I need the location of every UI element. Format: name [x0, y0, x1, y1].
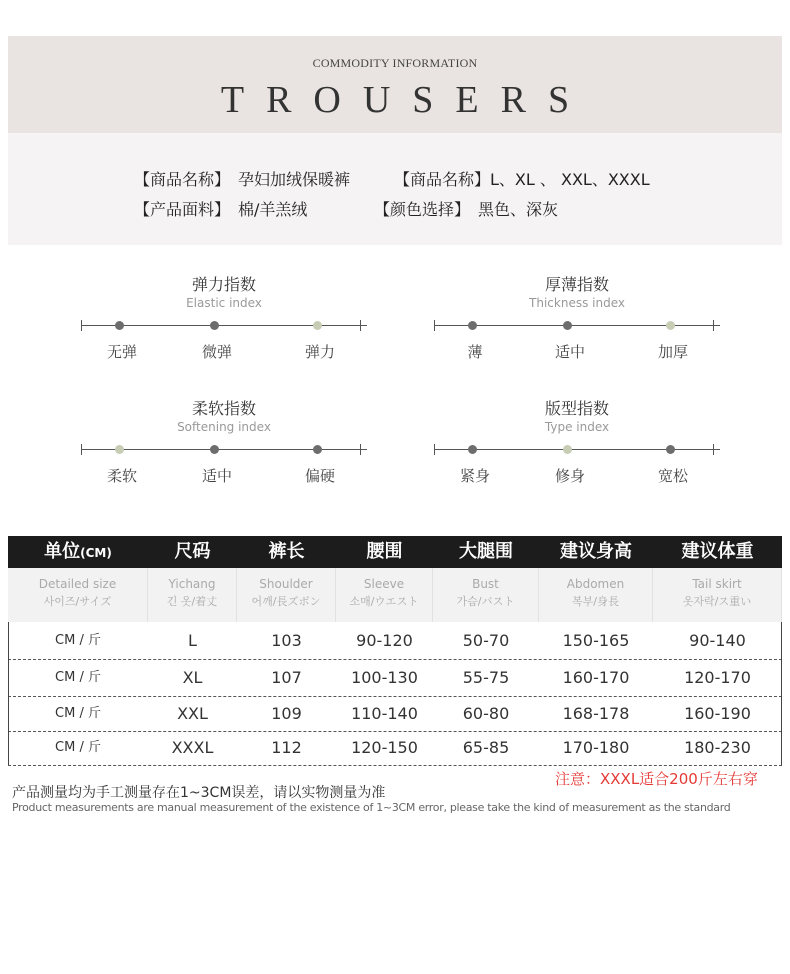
scale-marker [468, 321, 477, 330]
subheader-en: Tail skirt [692, 577, 742, 591]
table-cell: 90-120 [356, 631, 413, 650]
column-subheader [653, 568, 782, 622]
table-cell: 180-230 [684, 738, 751, 757]
product-color-label: 【颜色选择】 [374, 200, 471, 219]
column-header-label: 单位 [44, 541, 81, 562]
scale-subtitle: Type index [544, 420, 610, 434]
table-cell: XXXL [171, 738, 214, 757]
scale-title: 弹力指数 [191, 275, 256, 294]
scale-label: 宽松 [657, 467, 688, 485]
scale-label: 适中 [554, 343, 585, 361]
scale-marker-selected [666, 321, 675, 330]
column-subheader [8, 568, 148, 622]
table-cell: 107 [271, 668, 302, 687]
column-header-label: 尺码 [174, 541, 211, 562]
scale-cap-right [360, 320, 361, 331]
subheader-localized: 복부/身長 [572, 595, 619, 608]
table-cell: 65-85 [462, 738, 510, 757]
table-cell: CM / 斤 [55, 633, 101, 648]
scale-label: 紧身 [459, 467, 490, 485]
table-cell: 120-150 [351, 738, 418, 757]
column-header-label: 大腿围 [459, 541, 513, 562]
table-cell: XXL [177, 704, 208, 723]
table-cell: CM / 斤 [55, 670, 101, 685]
column-header [653, 536, 782, 568]
table-cell: 150-165 [562, 631, 630, 650]
column-subheader [148, 568, 237, 622]
table-cell: 90-140 [689, 631, 746, 650]
measurement-note-en: Product measurements are manual measurement of the existence of 1~3CM error, please take the kind of measurement as the standard [12, 801, 731, 814]
table-cell: 170-180 [562, 738, 630, 757]
subheader-en: Detailed size [38, 577, 117, 591]
table-row [8, 731, 782, 766]
product-color-row [374, 197, 558, 220]
column-header-label: 腰围 [366, 541, 403, 562]
column-header [433, 536, 539, 568]
size-warning-note: 注意：XXXL适合200斤左右穿 [555, 770, 758, 788]
table-cell: 168-178 [562, 704, 630, 723]
scale-elastic [79, 272, 369, 382]
scale-title: 厚薄指数 [544, 275, 609, 294]
column-header [8, 536, 148, 568]
product-size-value: L、XL 、 XXL、XXXL [490, 170, 650, 189]
column-subheader [539, 568, 653, 622]
column-subheader [336, 568, 433, 622]
column-subheader [433, 568, 539, 622]
scale-marker [563, 321, 572, 330]
subheader-localized: 가슴/バスト [456, 595, 515, 608]
scale-cap-right [713, 444, 714, 455]
scale-subtitle: Softening index [177, 420, 271, 434]
scale-cap-left [434, 444, 435, 455]
subheader-en: Bust [472, 577, 499, 591]
scale-cap-right [360, 444, 361, 455]
table-row [8, 659, 782, 697]
table-cell: 110-140 [351, 704, 418, 723]
table-cell: 109 [271, 704, 302, 723]
scale-cap-left [81, 320, 82, 331]
subheader-localized: 어깨/長ズボン [251, 595, 321, 608]
scale-cap-left [434, 320, 435, 331]
product-info [8, 133, 782, 245]
column-header [148, 536, 237, 568]
table-cell: 160-190 [684, 704, 751, 723]
table-row [8, 622, 782, 660]
table-cell: CM / 斤 [55, 706, 101, 721]
product-name-label: 【商品名称】 [134, 170, 231, 189]
scale-label: 修身 [554, 467, 585, 485]
product-fabric-value: 棉/羊羔绒 [238, 200, 308, 219]
table-cell: 50-70 [462, 631, 510, 650]
product-fabric-row [134, 197, 307, 220]
subheader-localized: 옷자락/ス重い [682, 595, 752, 608]
table-left-edge [8, 622, 9, 765]
table-row [8, 696, 782, 732]
scale-subtitle: Elastic index [186, 296, 262, 310]
scale-thickness [432, 272, 722, 382]
scale-marker [210, 445, 219, 454]
scale-label: 偏硬 [304, 467, 335, 485]
banner-subtitle: COMMODITY INFORMATION [312, 56, 478, 70]
column-subheader [237, 568, 336, 622]
table-cell: L [188, 631, 197, 650]
scale-softness [79, 396, 369, 506]
table-subheader [8, 568, 782, 622]
table-cell: 55-75 [462, 668, 510, 687]
scale-label: 加厚 [657, 343, 688, 361]
column-header [237, 536, 336, 568]
table-cell: 60-80 [462, 704, 510, 723]
column-header-unit: (CM) [80, 546, 112, 560]
product-name-row [134, 167, 350, 190]
product-name-value: 孕妇加绒保暖裤 [238, 170, 351, 189]
size-table [8, 536, 782, 766]
table-cell: CM / 斤 [55, 740, 101, 755]
scale-marker [115, 321, 124, 330]
scale-title: 柔软指数 [191, 399, 256, 418]
scale-cap-right [713, 320, 714, 331]
column-header [336, 536, 433, 568]
scale-label: 微弹 [201, 343, 232, 361]
subheader-localized: 긴 옷/着丈 [166, 595, 218, 608]
column-header-label: 建议体重 [681, 541, 754, 562]
header-banner [8, 36, 782, 133]
table-right-edge [781, 622, 782, 765]
scale-marker-selected [115, 445, 124, 454]
product-size-label: 【商品名称】 [394, 170, 491, 189]
scale-marker-selected [563, 445, 572, 454]
table-header [8, 536, 782, 568]
product-color-value: 黑色、深灰 [478, 200, 559, 219]
table-cell: 112 [271, 738, 302, 757]
scale-label: 弹力 [304, 343, 335, 361]
scale-label: 无弹 [106, 343, 137, 361]
scale-label: 适中 [201, 467, 232, 485]
scale-marker [210, 321, 219, 330]
column-header [539, 536, 653, 568]
subheader-localized: 사이즈/サイズ [43, 595, 112, 608]
column-header-label: 建议身高 [560, 541, 632, 562]
scale-marker-selected [313, 321, 322, 330]
product-size-row [394, 167, 650, 190]
table-cell: 160-170 [562, 668, 630, 687]
product-fabric-label: 【产品面料】 [134, 200, 231, 219]
subheader-localized: 소매/ウエスト [349, 595, 419, 608]
table-cell: 103 [271, 631, 302, 650]
table-cell: XL [182, 668, 203, 687]
scale-title: 版型指数 [544, 399, 609, 418]
scale-label: 柔软 [106, 467, 137, 485]
subheader-en: Sleeve [363, 577, 405, 591]
subheader-en: Shoulder [259, 577, 313, 591]
banner-title: TROUSERS [220, 79, 592, 121]
table-cell: 120-170 [684, 668, 751, 687]
scale-label: 薄 [467, 343, 483, 361]
scale-type [432, 396, 722, 506]
column-header-label: 裤长 [268, 541, 305, 562]
table-cell: 100-130 [351, 668, 418, 687]
subheader-en: Yichang [168, 577, 216, 591]
measurement-note-zh: 产品测量均为手工测量存在1~3CM误差，请以实物测量为准 [12, 785, 386, 801]
scale-cap-left [81, 444, 82, 455]
subheader-en: Abdomen [566, 577, 625, 591]
scale-marker [468, 445, 477, 454]
scale-marker [666, 445, 675, 454]
scale-subtitle: Thickness index [529, 296, 625, 310]
scale-marker [313, 445, 322, 454]
